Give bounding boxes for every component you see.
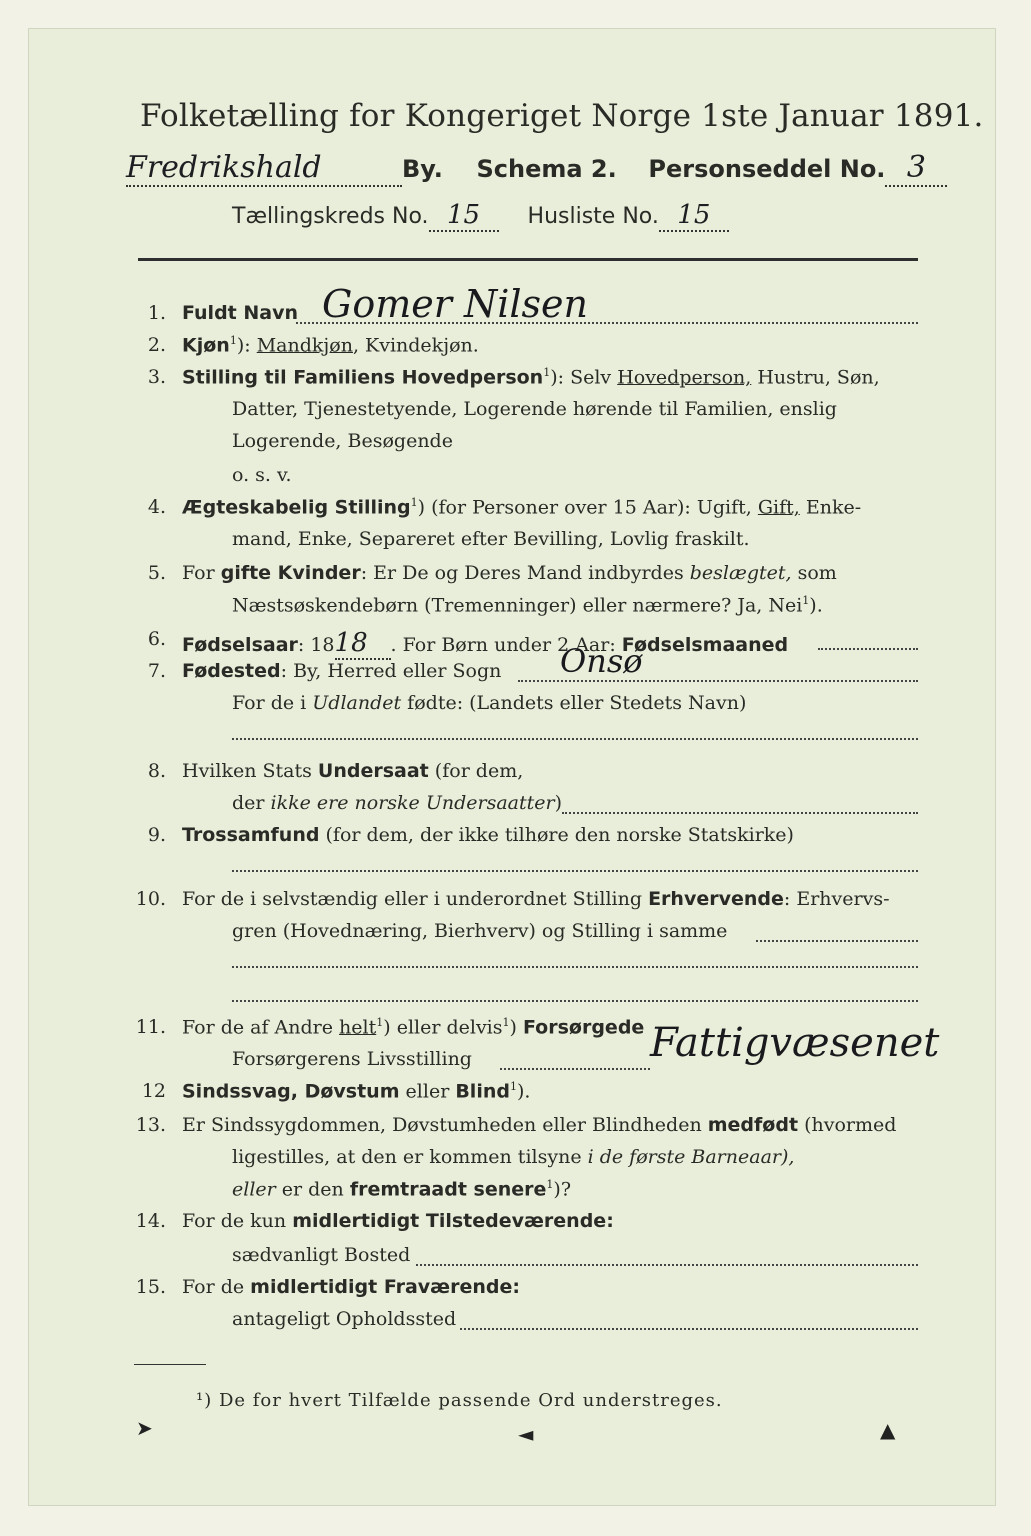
item-10-text: [182, 888, 890, 910]
item-8-der: der: [232, 792, 271, 814]
item-13-barneaar: i de første Barneaar),: [587, 1146, 795, 1168]
personseddel-label: Personseddel No.: [648, 155, 886, 183]
item-4-options: ) (for Personer over 15 Aar): Ugift,: [417, 496, 758, 519]
item-11-number: 11.: [135, 1016, 166, 1038]
item-10-line-2: gren (Hovednæring, Bierhverv) og Stilling i samme: [232, 920, 728, 942]
item-12-blind: Blind: [455, 1080, 510, 1103]
item-15-text: [182, 1276, 520, 1298]
item-6-label: Fødselsaar: [182, 634, 298, 656]
item-10-dotline-2: [232, 966, 918, 968]
item-13-eller: eller: [232, 1178, 276, 1201]
item-14-dotline: [416, 1264, 918, 1266]
kreds-label: Tællingskreds No.: [232, 204, 429, 229]
registration-mark-right: ▲: [880, 1418, 896, 1442]
item-8-line-2: der ikke ere norske Undersaatter): [232, 792, 562, 814]
item-8-text: [182, 760, 523, 782]
item-12-eller: eller: [399, 1080, 456, 1103]
item-13-label: medfødt: [707, 1114, 799, 1136]
form-title: Folketælling for Kongeriget Norge 1ste Januar 1891.: [140, 98, 984, 134]
item-9-number: 9.: [147, 824, 166, 846]
husliste-number: 15: [659, 200, 729, 232]
item-4-number: 4.: [147, 496, 166, 518]
item-12-number: 12: [141, 1080, 166, 1102]
item-13-number: 13.: [135, 1114, 166, 1136]
item-3-number: 3.: [147, 366, 166, 388]
item-6-prefix: : 18: [297, 634, 335, 656]
item-5-beslaegtet: beslægtet,: [689, 562, 792, 584]
item-13-line-2: [232, 1146, 794, 1168]
item-12-end: ).: [516, 1080, 531, 1103]
item-15-line-2: antageligt Opholdssted: [232, 1308, 457, 1330]
item-7-text: [182, 660, 501, 682]
city-handwritten: Fredrikshald: [126, 150, 402, 187]
item-7-birthplace-value: Onsø: [560, 642, 643, 680]
item-7-label: Fødested: [182, 660, 281, 682]
item-14-prefix: For de kun: [182, 1210, 293, 1232]
item-9-text: [182, 824, 794, 846]
footnote-ref: 1: [546, 1178, 554, 1191]
item-15-dotline: [460, 1328, 918, 1330]
item-2-selected-mandkjon: Mandkjøn: [256, 334, 353, 357]
item-3-text: [182, 366, 880, 388]
item-5-text: [182, 562, 837, 584]
item-2-number: 2.: [147, 334, 166, 356]
item-11-prefix: For de af Andre: [182, 1016, 340, 1039]
item-6-dotline: [818, 648, 918, 650]
item-4-line-2: mand, Enke, Separeret efter Bevilling, Lovlig fraskilt.: [232, 528, 750, 550]
item-10-suffix: : Erhvervs-: [783, 888, 890, 910]
footnote-ref: 1: [229, 334, 237, 347]
item-13-er-den: er den: [275, 1178, 350, 1201]
item-9-note: (for dem, der ikke tilhøre den norske Statskirke): [319, 824, 794, 846]
personseddel-number: 3: [885, 150, 947, 187]
item-11-delvis: ) eller delvis: [383, 1016, 503, 1039]
item-5-som: som: [791, 562, 837, 584]
item-7-options: : By, Herred eller Sogn: [280, 660, 502, 682]
item-14-line-2: sædvanligt Bosted: [232, 1244, 411, 1266]
item-1-number: 1.: [147, 302, 166, 324]
item-13-senere: fremtraadt senere: [349, 1178, 547, 1201]
header-line-2: [126, 150, 947, 187]
footnote-ref: 1: [509, 1080, 517, 1093]
footnote-ref: 1: [410, 496, 418, 509]
item-3-label: Stilling til Familiens Hovedperson: [182, 366, 544, 389]
item-8-dotline: [562, 812, 918, 814]
schema-label: Schema 2.: [476, 155, 617, 183]
header-rule: [138, 258, 918, 261]
item-10-dotline: [756, 940, 918, 942]
item-7-line-2: [232, 692, 746, 714]
item-14-number: 14.: [135, 1210, 166, 1232]
item-3-line-3: Logerende, Besøgende: [232, 430, 453, 452]
item-13-end: )?: [553, 1178, 572, 1201]
item-14-label: midlertidigt Tilstedeværende:: [292, 1210, 614, 1232]
item-12-label: Sindssvag, Døvstum: [182, 1080, 400, 1103]
item-11-provider-value: Fattigvæsenet: [650, 1020, 940, 1066]
item-13-text: [182, 1114, 896, 1136]
item-5-label: gifte Kvinder: [220, 562, 361, 584]
item-9-dotline: [232, 870, 918, 872]
item-5-line-2: Næstsøskendebørn (Tremenninger) eller nærmere? Ja, Nei$^1$).: [232, 594, 823, 617]
item-2-option-kvindekjon: , Kvindekjøn.: [352, 334, 479, 357]
footnote-ref: 1: [543, 366, 551, 379]
item-8-ikke-norske: ikke ere norske Undersaatter: [270, 792, 555, 814]
by-label: By.: [402, 155, 443, 183]
item-3-line-4: o. s. v.: [232, 464, 292, 486]
item-3-selv: ): Selv: [550, 366, 618, 389]
item-15-number: 15.: [135, 1276, 166, 1298]
item-10-label: Erhvervende: [648, 888, 784, 910]
item-3-selected-hovedperson: Hovedperson,: [617, 366, 752, 389]
item-4-label: Ægteskabelig Stilling: [182, 496, 411, 519]
item-3-options: Hustru, Søn,: [751, 366, 880, 389]
item-7-line-2a: For de i: [232, 692, 313, 714]
footnote: ¹) De for hvert Tilfælde passende Ord understreges.: [196, 1390, 723, 1411]
registration-mark-center: ◄: [518, 1422, 534, 1446]
item-7-dotline: [518, 680, 918, 682]
footnote-separator: [134, 1364, 206, 1365]
item-6-year-value: 18: [335, 628, 391, 660]
item-15-label: midlertidigt Fraværende:: [250, 1276, 520, 1298]
item-6-month-label: Fødselsmaaned: [621, 634, 789, 656]
footnote-ref: 1: [802, 594, 810, 607]
item-9-label: Trossamfund: [182, 824, 320, 846]
item-8-suffix: (for dem,: [428, 760, 524, 782]
item-8-number: 8.: [147, 760, 166, 782]
item-2-text: [182, 334, 479, 356]
item-14-text: [182, 1210, 614, 1232]
item-11-line-2: Forsørgerens Livsstilling: [232, 1048, 472, 1070]
item-5-question: : Er De og Deres Mand indbyrdes: [360, 562, 690, 584]
item-13-line-2a: ligestilles, at den er kommen tilsyne: [232, 1146, 588, 1168]
item-2-label: Kjøn: [182, 334, 230, 357]
item-7-dotline-2: [232, 738, 918, 740]
item-7-number: 7.: [147, 660, 166, 682]
item-13-line-3: [232, 1178, 571, 1200]
item-3-line-2: Datter, Tjenestetyende, Logerende hørende til Familien, enslig: [232, 398, 837, 420]
husliste-label: Husliste No.: [527, 204, 659, 229]
item-11-sep: ): [509, 1016, 523, 1039]
item-11-dotline: [500, 1068, 650, 1070]
item-8-label: Undersaat: [317, 760, 429, 782]
item-12-text: [182, 1080, 530, 1102]
item-13-prefix: Er Sindssygdommen, Døvstumheden eller Blindheden: [182, 1114, 708, 1136]
item-5-number: 5.: [147, 562, 166, 584]
item-6-number: 6.: [147, 628, 166, 650]
item-7-udlandet: Udlandet: [312, 692, 402, 714]
item-2-sep: ):: [236, 334, 257, 357]
item-11-label: Forsørgede: [522, 1016, 645, 1039]
item-5-for: For: [182, 562, 221, 584]
item-13-hvormed: (hvormed: [798, 1114, 897, 1136]
registration-mark-left: ➤: [136, 1416, 153, 1440]
item-10-dotline-3: [232, 1000, 918, 1002]
item-6-text: [182, 628, 788, 660]
item-4-selected-gift: Gift,: [757, 496, 800, 519]
footnote-ref: 1: [502, 1016, 510, 1029]
item-11-text: [182, 1016, 644, 1038]
item-8-prefix: Hvilken Stats: [182, 760, 318, 782]
item-6-infants: . For Børn under 2 Aar:: [390, 634, 622, 656]
item-11-selected-helt: helt: [339, 1016, 377, 1039]
item-10-prefix: For de i selvstændig eller i underordnet Stilling: [182, 888, 649, 910]
item-10-number: 10.: [135, 888, 166, 910]
item-4-text: [182, 496, 861, 518]
item-4-enke: Enke-: [799, 496, 862, 519]
item-1-label: Fuldt Navn: [182, 302, 299, 324]
item-7-line-2c: fødte: (Landets eller Stedets Navn): [401, 692, 747, 714]
header-line-3: [232, 200, 729, 232]
item-5-line-2-text: Næstsøskendebørn (Tremenninger) eller nærmere? Ja, Nei: [232, 594, 803, 617]
item-15-prefix: For de: [182, 1276, 251, 1298]
kreds-number: 15: [429, 200, 499, 232]
footnote-ref: 1: [376, 1016, 384, 1029]
item-1-name-value: Gomer Nilsen: [322, 282, 589, 326]
